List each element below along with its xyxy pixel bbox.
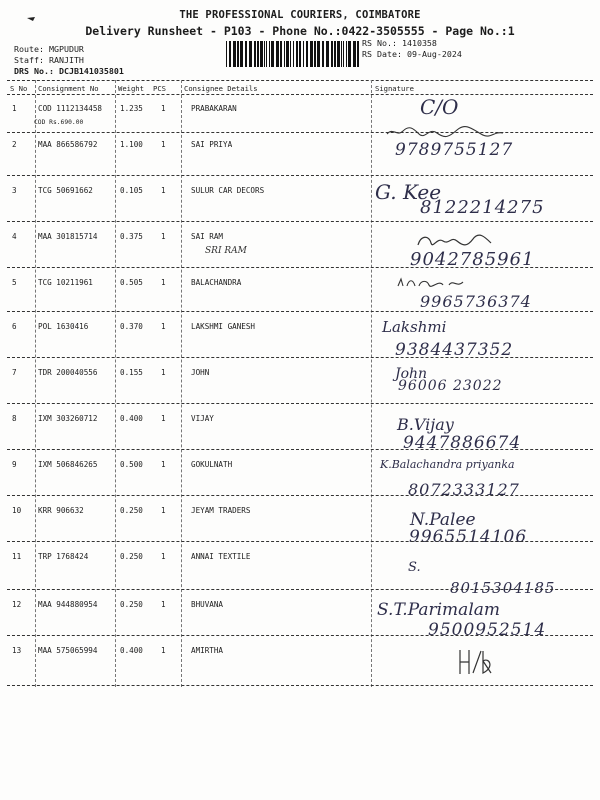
row-pcs: 1 <box>161 414 166 423</box>
row-pcs: 1 <box>161 552 166 561</box>
row-rule <box>7 221 593 222</box>
row-weight: 0.400 <box>120 646 143 655</box>
row-pcs: 1 <box>161 600 166 609</box>
row-rule <box>7 311 593 312</box>
row-pcs: 1 <box>161 368 166 377</box>
col-header-consignment: Consignment No <box>38 84 99 93</box>
row-sno: 13 <box>12 646 22 655</box>
row-pcs: 1 <box>161 232 166 241</box>
row-consignment: MAA 866586792 <box>38 140 98 149</box>
signature-phone: 8122214275 <box>420 197 545 218</box>
col-divider <box>115 80 116 687</box>
row-consignment: TCG 50691662 <box>38 186 93 195</box>
signature-phone: 9384437352 <box>395 340 514 360</box>
runsheet-title: Delivery Runsheet - P103 - Phone No.:0422-3505555 - Page No.:1 <box>85 24 515 38</box>
row-sno: 11 <box>12 552 22 561</box>
row-rule <box>7 449 593 450</box>
row-consignment: IXM 506846265 <box>38 460 98 469</box>
row-sno: 1 <box>12 104 17 113</box>
signature-name: John <box>395 366 428 382</box>
row-sno: 3 <box>12 186 17 195</box>
row-pcs: 1 <box>161 140 166 149</box>
row-consignee: ANNAI TEXTILE <box>191 552 251 561</box>
row-weight: 1.100 <box>120 140 143 149</box>
signature-phone: 9965736374 <box>420 292 532 311</box>
row-consignee: GOKULNATH <box>191 460 233 469</box>
signature-name: Lakshmi <box>382 318 447 336</box>
signature-phone: 9042785961 <box>410 249 535 270</box>
signature-name: C/O <box>420 95 459 119</box>
row-consignee: JEYAM TRADERS <box>191 506 251 515</box>
col-header-weight: Weight <box>118 84 144 93</box>
row-consignee: LAKSHMI GANESH <box>191 322 256 331</box>
row-sno: 8 <box>12 414 17 423</box>
signature-name: G. Kee <box>375 180 442 204</box>
row-weight: 0.400 <box>120 414 143 423</box>
row-rule <box>7 403 593 404</box>
row-consignment: TDR 200040556 <box>38 368 98 377</box>
row-consignment: POL 1630416 <box>38 322 89 331</box>
signature-scribble <box>395 276 475 290</box>
signature-name: K.Balachandra priyanka <box>380 458 515 471</box>
table-header-rule <box>7 94 593 95</box>
row-sno: 5 <box>12 278 17 287</box>
route-label: Route: MGPUDUR <box>14 44 84 54</box>
col-header-pcs: PCS <box>153 84 166 93</box>
row-consignment: MAA 944880954 <box>38 600 98 609</box>
col-divider <box>35 80 36 687</box>
row-consignee: SAI PRIYA <box>191 140 233 149</box>
signature-phone: 8072333127 <box>408 480 520 499</box>
row-rule <box>7 267 593 268</box>
drs-number: DRS No.: DCJB141035801 <box>14 66 124 76</box>
row-consignment: MAA 301815714 <box>38 232 98 241</box>
signature-name: S.T.Parimalam <box>377 600 501 620</box>
row-weight: 0.250 <box>120 552 143 561</box>
row-weight: 0.505 <box>120 278 143 287</box>
row-rule <box>7 495 593 496</box>
row-pcs: 1 <box>161 278 166 287</box>
row-sno: 9 <box>12 460 17 469</box>
col-header-consignee: Consignee Details <box>184 84 258 93</box>
row-weight: 0.500 <box>120 460 143 469</box>
row-cod-note: COD Rs.690.00 <box>34 119 84 126</box>
handwritten-note: SRI RAM <box>205 246 247 256</box>
row-sno: 2 <box>12 140 17 149</box>
row-rule <box>7 541 593 542</box>
row-pcs: 1 <box>161 186 166 195</box>
row-sno: 6 <box>12 322 17 331</box>
barcode <box>225 41 360 67</box>
signature-phone: 9447886674 <box>403 433 522 453</box>
row-consignment: IXM 303260712 <box>38 414 98 423</box>
row-consignee: BALACHANDRA <box>191 278 242 287</box>
signature-phone: 96006 23022 <box>398 378 503 394</box>
row-weight: 0.105 <box>120 186 143 195</box>
signature-name: B.Vijay <box>397 415 454 434</box>
row-consignee: SAI RAM <box>191 232 224 241</box>
rs-date: RS Date: 09-Aug-2024 <box>362 49 462 59</box>
row-weight: 0.250 <box>120 600 143 609</box>
row-consignment: TCG 10211961 <box>38 278 93 287</box>
row-weight: 0.370 <box>120 322 143 331</box>
row-rule <box>7 635 593 636</box>
row-rule <box>7 589 593 590</box>
row-consignment: COD 1112134458 <box>38 104 103 113</box>
signature-name: N.Palee <box>410 510 476 530</box>
row-consignee: JOHN <box>191 368 210 377</box>
row-rule <box>7 132 593 133</box>
row-pcs: 1 <box>161 460 166 469</box>
row-rule <box>7 357 593 358</box>
row-sno: 12 <box>12 600 22 609</box>
row-pcs: 1 <box>161 506 166 515</box>
signature-phone: 9500952514 <box>428 620 547 640</box>
signature-scribble <box>415 233 495 251</box>
table-top-rule <box>7 80 593 81</box>
row-consignment: KRR 906632 <box>38 506 84 515</box>
row-rule <box>7 175 593 176</box>
row-rule <box>7 685 593 686</box>
row-weight: 1.235 <box>120 104 143 113</box>
row-pcs: 1 <box>161 104 166 113</box>
staff-label: Staff: RANJITH <box>14 55 84 65</box>
row-weight: 0.155 <box>120 368 143 377</box>
row-pcs: 1 <box>161 646 166 655</box>
col-header-signature: Signature <box>375 84 414 93</box>
company-title: THE PROFESSIONAL COURIERS, COIMBATORE <box>179 9 421 21</box>
signature-name: S. <box>408 560 421 575</box>
rs-number: RS No.: 1410358 <box>362 38 437 48</box>
row-pcs: 1 <box>161 322 166 331</box>
row-consignee: AMIRTHA <box>191 646 224 655</box>
col-header-sno: S No <box>10 84 28 93</box>
signature-phone: 9789755127 <box>395 140 514 160</box>
row-consignee: PRABAKARAN <box>191 104 237 113</box>
row-consignee: BHUVANA <box>191 600 224 609</box>
col-divider <box>181 80 182 687</box>
signature-phone: 8015304185 <box>450 579 556 597</box>
row-sno: 4 <box>12 232 17 241</box>
row-weight: 0.375 <box>120 232 143 241</box>
signature-scribble <box>455 647 495 677</box>
row-sno: 7 <box>12 368 17 377</box>
row-consignment: TRP 1768424 <box>38 552 89 561</box>
col-divider <box>371 80 372 687</box>
row-consignee: SULUR CAR DECORS <box>191 186 265 195</box>
row-consignee: VIJAY <box>191 414 214 423</box>
row-consignment: MAA 575065994 <box>38 646 98 655</box>
row-sno: 10 <box>12 506 22 515</box>
row-weight: 0.250 <box>120 506 143 515</box>
signature-scribble <box>385 125 505 139</box>
signature-phone: 9965514106 <box>409 527 528 547</box>
